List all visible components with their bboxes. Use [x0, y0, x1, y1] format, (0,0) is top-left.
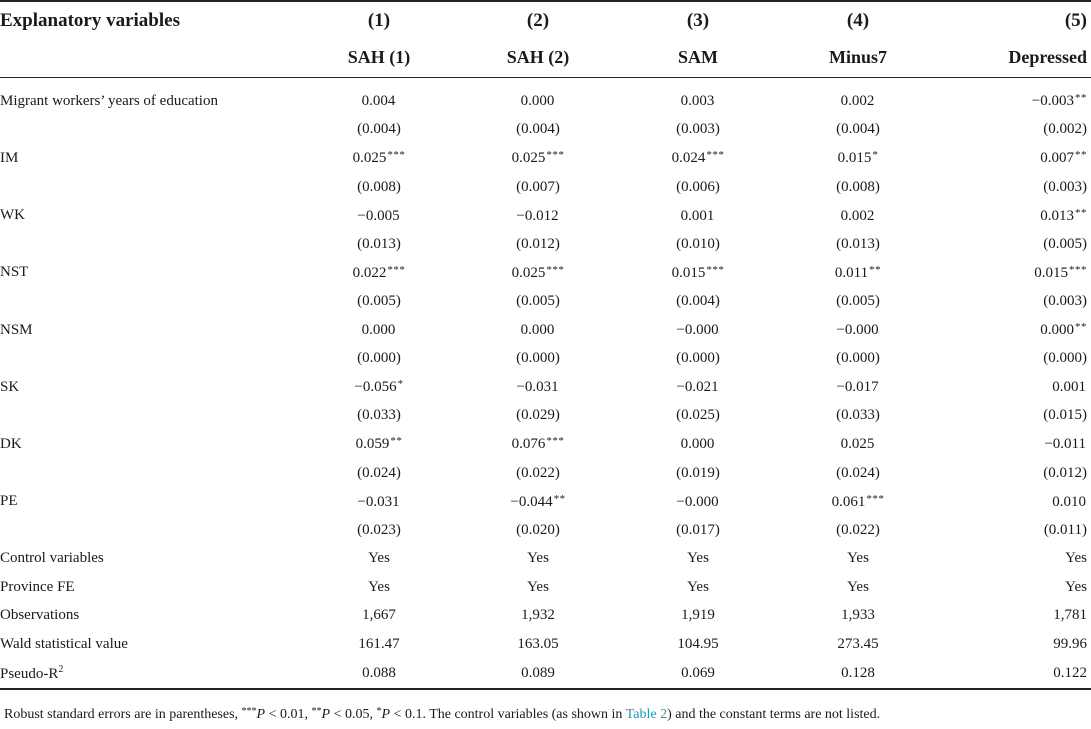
coef-cell	[618, 373, 778, 402]
coef-cell	[458, 201, 618, 230]
significance-stars: ***	[1069, 263, 1087, 276]
coef-cell	[938, 373, 1091, 402]
significance-stars: **	[1075, 149, 1087, 162]
se-row	[0, 344, 1091, 373]
std-error-cell: (0.013)	[357, 235, 401, 252]
coef-value: −0.012	[516, 207, 559, 224]
coef-cell	[618, 87, 778, 116]
significance-stars: ***	[866, 492, 885, 505]
std-error-cell: (0.004)	[836, 121, 880, 138]
coef-cell	[300, 487, 458, 516]
significance-stars: ***	[387, 263, 406, 276]
coef-value: 0.000	[1040, 322, 1074, 339]
std-error-cell: (0.005)	[836, 292, 880, 309]
header-row-names	[0, 39, 1091, 76]
significance-stars: *	[872, 149, 879, 162]
stat-value: Yes	[368, 578, 390, 595]
std-error-cell: (0.015)	[1043, 407, 1087, 424]
stat-value: Yes	[368, 550, 390, 567]
stat-label: Observations	[0, 607, 80, 624]
col-number: (3)	[686, 9, 710, 31]
coef-value: −0.000	[676, 493, 719, 510]
coef-value: −0.000	[836, 322, 879, 339]
stat-label: Control variables	[0, 550, 104, 567]
variable-label: WK	[0, 207, 25, 224]
variable-label: PE	[0, 493, 18, 510]
coef-cell	[618, 259, 778, 288]
stat-value: 1,919	[681, 607, 715, 624]
std-error-cell: (0.000)	[836, 350, 880, 367]
coef-value: 0.015	[837, 150, 872, 167]
stat-value: 0.089	[521, 664, 555, 681]
stat-value: 1,933	[841, 607, 875, 624]
stat-row	[0, 545, 1091, 574]
std-error-cell: (0.033)	[836, 407, 880, 424]
coef-cell	[300, 144, 458, 173]
stat-row	[0, 659, 1091, 688]
col-number: (1)	[367, 9, 391, 31]
significance-stars: ***	[546, 435, 565, 448]
significance-stars: ***	[387, 149, 406, 162]
col-name: Minus7	[828, 47, 888, 67]
std-error-cell: (0.019)	[676, 464, 720, 481]
coef-cell	[778, 487, 938, 516]
coef-value: 0.022	[352, 264, 387, 281]
significance-stars: ***	[706, 149, 725, 162]
coef-cell	[458, 316, 618, 345]
coef-cell	[458, 487, 618, 516]
stat-value: 0.088	[362, 664, 396, 681]
stat-value: Yes	[847, 550, 869, 567]
coef-value: −0.000	[676, 322, 719, 339]
stat-value: 0.069	[681, 664, 715, 681]
std-error-cell: (0.007)	[516, 178, 560, 195]
stat-value: Yes	[527, 578, 549, 595]
col-name: Depressed	[1008, 47, 1087, 67]
std-error-cell: (0.020)	[516, 521, 560, 538]
significance-stars: ***	[706, 263, 725, 276]
coef-cell	[938, 430, 1091, 459]
significance-stars: **	[1075, 206, 1087, 219]
std-error-cell: (0.004)	[516, 121, 560, 138]
coef-value: 0.003	[680, 93, 715, 110]
coef-value: 0.000	[520, 322, 555, 339]
coef-value: −0.021	[676, 379, 719, 396]
coef-value: −0.044	[510, 493, 553, 510]
significance-stars: *	[397, 378, 404, 391]
std-error-cell: (0.033)	[357, 407, 401, 424]
coef-cell	[618, 487, 778, 516]
std-error-cell: (0.000)	[1043, 350, 1087, 367]
std-error-cell: (0.008)	[357, 178, 401, 195]
coef-cell	[938, 144, 1091, 173]
std-error-cell: (0.003)	[1043, 178, 1087, 195]
coef-value: 0.000	[520, 93, 555, 110]
coef-value: 0.025	[511, 150, 546, 167]
stat-value: 1,667	[362, 607, 396, 624]
coef-value: 0.002	[840, 207, 875, 224]
coef-value: 0.015	[1034, 264, 1068, 281]
coef-value: −0.017	[836, 379, 879, 396]
stat-value: 0.122	[1053, 664, 1087, 681]
std-error-cell: (0.011)	[1043, 521, 1087, 538]
regression-table	[0, 2, 1091, 687]
coef-row	[0, 373, 1091, 402]
coef-cell	[778, 373, 938, 402]
coef-cell	[778, 430, 938, 459]
coef-cell	[618, 144, 778, 173]
coef-row	[0, 144, 1091, 173]
se-row	[0, 402, 1091, 431]
variable-label: Migrant workers’ years of education	[0, 92, 218, 109]
col-name: SAM	[678, 47, 718, 67]
significance-stars: **	[1075, 321, 1087, 334]
col-name: SAH (1)	[347, 47, 411, 67]
coef-value: 0.004	[361, 93, 396, 110]
stat-value: 273.45	[837, 636, 879, 653]
significance-stars: **	[1075, 92, 1087, 105]
stat-value: 99.96	[1053, 636, 1087, 653]
table-body	[0, 87, 1091, 687]
std-error-cell: (0.002)	[1043, 121, 1087, 138]
stat-value: 163.05	[517, 636, 559, 653]
header-row-numbers	[0, 2, 1091, 39]
coef-value: −0.031	[516, 379, 559, 396]
coef-value: 0.002	[840, 93, 875, 110]
coef-value: 0.076	[511, 436, 546, 453]
std-error-cell: (0.024)	[836, 464, 880, 481]
std-error-cell: (0.004)	[357, 121, 401, 138]
std-error-cell: (0.005)	[357, 292, 401, 309]
coef-cell	[458, 144, 618, 173]
stat-label: Province FE	[0, 578, 75, 595]
table-2-link[interactable]: Table 2	[625, 707, 668, 722]
significance-stars: **	[869, 263, 882, 276]
variable-label: IM	[0, 149, 19, 166]
std-error-cell: (0.000)	[516, 350, 560, 367]
stat-value: Yes	[527, 550, 549, 567]
stat-label: Pseudo-$R^2$	[0, 663, 64, 682]
coef-value: 0.025	[840, 436, 875, 453]
coef-row	[0, 316, 1091, 345]
std-error-cell: (0.029)	[516, 407, 560, 424]
stat-value: 104.95	[677, 636, 719, 653]
coef-value: −0.011	[1044, 436, 1086, 453]
std-error-cell: (0.003)	[676, 121, 720, 138]
std-error-cell: (0.025)	[676, 407, 720, 424]
coef-cell	[778, 87, 938, 116]
coef-cell	[618, 316, 778, 345]
std-error-cell: (0.023)	[357, 521, 401, 538]
significance-stars: **	[553, 492, 566, 505]
bottom-rule	[0, 688, 1091, 690]
coef-value: −0.003	[1031, 93, 1074, 110]
std-error-cell: (0.024)	[357, 464, 401, 481]
coef-cell	[938, 316, 1091, 345]
stat-value: Yes	[847, 578, 869, 595]
coef-value: 0.015	[671, 264, 706, 281]
coef-cell	[300, 373, 458, 402]
coef-value: 0.011	[834, 264, 869, 281]
std-error-cell: (0.022)	[516, 464, 560, 481]
std-error-cell: (0.006)	[676, 178, 720, 195]
coef-value: 0.000	[361, 322, 396, 339]
coef-cell	[938, 259, 1091, 288]
se-row	[0, 516, 1091, 545]
variable-label: NST	[0, 264, 29, 281]
coef-cell	[300, 87, 458, 116]
coef-cell	[938, 201, 1091, 230]
col-number: (4)	[846, 9, 870, 31]
coef-value: 0.059	[355, 436, 390, 453]
std-error-cell: (0.004)	[676, 292, 720, 309]
stat-value: 1,781	[1053, 607, 1087, 624]
coef-value: 0.001	[1052, 379, 1086, 396]
coef-value: 0.007	[1040, 150, 1074, 167]
coef-cell	[300, 430, 458, 459]
coef-row	[0, 259, 1091, 288]
std-error-cell: (0.022)	[836, 521, 880, 538]
coef-cell	[458, 430, 618, 459]
se-row	[0, 459, 1091, 488]
coef-cell	[778, 259, 938, 288]
stat-label: Wald statistical value	[0, 636, 128, 653]
coef-value: −0.031	[357, 493, 400, 510]
coef-row	[0, 487, 1091, 516]
coef-row	[0, 201, 1091, 230]
coef-row	[0, 430, 1091, 459]
std-error-cell: (0.005)	[516, 292, 560, 309]
variable-label: SK	[0, 378, 20, 395]
coef-value: 0.013	[1040, 207, 1074, 224]
coef-cell	[938, 87, 1091, 116]
std-error-cell: (0.017)	[676, 521, 720, 538]
coef-cell	[458, 87, 618, 116]
coef-cell	[300, 259, 458, 288]
stat-value: Yes	[1065, 550, 1087, 567]
coef-cell	[778, 201, 938, 230]
col-number: (2)	[526, 9, 550, 31]
coef-value: 0.025	[511, 264, 546, 281]
std-error-cell: (0.012)	[1043, 464, 1087, 481]
std-error-cell: (0.013)	[836, 235, 880, 252]
stat-value: 0.128	[841, 664, 875, 681]
significance-stars: ***	[546, 149, 565, 162]
std-error-cell: (0.010)	[676, 235, 720, 252]
se-row	[0, 116, 1091, 145]
coef-value: −0.056	[354, 379, 397, 396]
stat-value: 1,932	[521, 607, 555, 624]
stat-row	[0, 573, 1091, 602]
coef-value: 0.010	[1052, 493, 1086, 510]
significance-stars: **	[390, 435, 403, 448]
stat-row	[0, 602, 1091, 631]
coef-cell	[300, 316, 458, 345]
std-error-cell: (0.008)	[836, 178, 880, 195]
variable-label: DK	[0, 435, 22, 452]
variable-label: NSM	[0, 321, 33, 338]
coef-value: 0.001	[680, 207, 715, 224]
table-footnote: Robust standard errors are in parentheses, ***P < 0.01, **P < 0.05, *P < 0.1. The control variables (as shown in Table 2) and the constant terms are not listed.	[4, 706, 881, 722]
stat-row	[0, 630, 1091, 659]
std-error-cell: (0.005)	[1043, 235, 1087, 252]
coef-value: 0.000	[680, 436, 715, 453]
coef-value: 0.025	[352, 150, 387, 167]
coef-value: −0.005	[357, 207, 400, 224]
std-error-cell: (0.000)	[357, 350, 401, 367]
coef-cell	[300, 201, 458, 230]
std-error-cell: (0.012)	[516, 235, 560, 252]
coef-cell	[458, 259, 618, 288]
col-number: (5)	[1064, 9, 1087, 31]
header-label: Explanatory variables	[0, 9, 180, 31]
coef-cell	[618, 201, 778, 230]
coef-cell	[778, 144, 938, 173]
col-name: SAH (2)	[506, 47, 570, 67]
std-error-cell: (0.003)	[1043, 292, 1087, 309]
stat-value: Yes	[687, 578, 709, 595]
std-error-cell: (0.000)	[676, 350, 720, 367]
se-row	[0, 287, 1091, 316]
coef-value: 0.024	[671, 150, 706, 167]
coef-value: 0.061	[831, 493, 866, 510]
coef-cell	[778, 316, 938, 345]
significance-stars: ***	[546, 263, 565, 276]
stat-value: Yes	[687, 550, 709, 567]
se-row	[0, 173, 1091, 202]
stat-value: Yes	[1065, 578, 1087, 595]
coef-row	[0, 87, 1091, 116]
stat-value: 161.47	[358, 636, 400, 653]
se-row	[0, 230, 1091, 259]
coef-cell	[938, 487, 1091, 516]
coef-cell	[458, 373, 618, 402]
coef-cell	[618, 430, 778, 459]
